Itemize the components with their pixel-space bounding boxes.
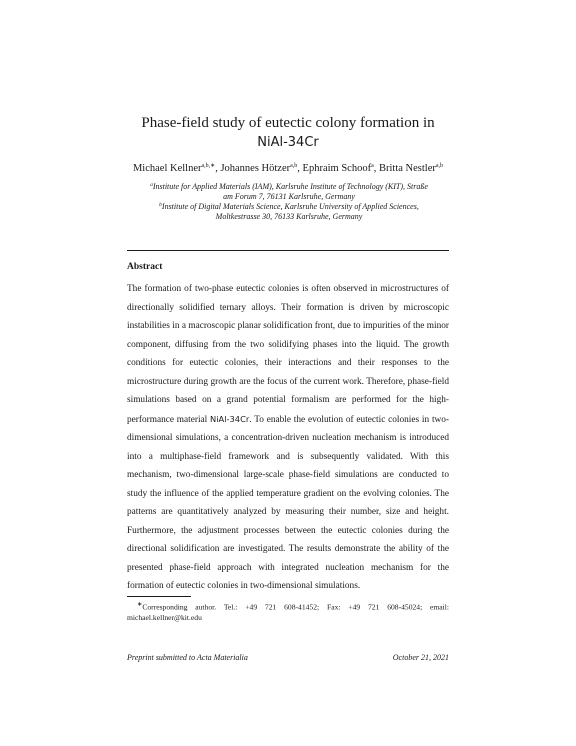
affiliation-a (128, 182, 450, 202)
abstract-text: . To enable the evolution of eutectic colonies in two-dimensional simulations, a concentration-driven nucleation mechanism is introduced into a multiphase-field framework and is subsequently validated. With this mechanism, two-dimensional large-scale phase-field simulations are conducted to study the influence of the applied temperature gradient on the evolving colonies. The patterns are quantitatively analyzed by measuring their number, size and height. Furthermore, the adjustment processes between the eutectic colonies during the directional solidification are investigated. The results demonstrate the ability of the presented phase-field approach with integrated nucleation mechanism for the formation of eutectic colonies in two-dimensional simulations. (127, 414, 450, 591)
paper-title (60, 114, 516, 152)
abstract-heading: Abstract (127, 262, 163, 272)
affiliation-mark: b (159, 202, 162, 208)
author-affiliation-mark: a,b (435, 163, 444, 169)
footnote-rule (127, 596, 191, 597)
author-name: Johannes Hötzer (220, 163, 291, 174)
title-line-1: Phase-field study of eutectic colony formation in (141, 115, 435, 131)
author-affiliation-mark: a (371, 163, 374, 169)
footnote-text: Corresponding author. Tel.: +49 721 608-41452; Fax: +49 721 608-45024; email: michael.kellner@kit.edu (127, 602, 449, 623)
author-name: Michael Kellner (132, 163, 202, 174)
footnote-mark: ∗ (137, 601, 143, 608)
author-name: Britta Nestler (379, 163, 436, 174)
author-affiliation-mark: a,b (290, 163, 298, 169)
affiliation-line: Institute for Applied Materials (IAM), Karlsruhe Institute of Technology (KIT), Straße (152, 182, 428, 191)
affiliation-line: am Forum 7, 76131 Karlsruhe, Germany (223, 192, 355, 201)
affiliation-line: Institute of Digital Materials Science, Karlsruhe University of Applied Sciences, (161, 202, 419, 211)
preprint-notice: Preprint submitted to Acta Materialia (127, 653, 248, 662)
abstract-top-rule (127, 250, 449, 251)
affiliation-b (128, 202, 450, 222)
author-affiliation-mark: a,b,∗ (201, 163, 216, 169)
abstract-text: The formation of two-phase eutectic colonies is often observed in microstructures of directionally solidified ternary alloys. Their formation is driven by microscopic instabilities in a macroscopic planar solidification front, due to impurities of the minor component, diffusing from the two solidifying phases into the liquid. The growth conditions for eutectic colonies, their interactions and their responses to the microstructure during growth are the focus of the current work. Therefore, phase-field simulations based on a grand potential formalism are performed for the high-performance material (127, 284, 449, 425)
affiliation-mark: a (150, 182, 153, 188)
title-line-2: NiAl-34Cr (257, 135, 319, 150)
preprint-date: October 21, 2021 (392, 653, 449, 662)
abstract-body (127, 280, 449, 596)
alloy-name: NiAl-34Cr (210, 413, 250, 424)
author-list: Michael Kellner$^{a,b,∗}$, Johannes Hötzer$^{a,b}$, Ephraim Schoof$^a$, Britta Nestler$^{a,b}$ (132, 163, 444, 174)
affiliation-line: Moltkestrasse 30, 76133 Karlsruhe, Germany (215, 212, 363, 221)
author-name: Ephraim Schoof (302, 163, 372, 174)
footnote (127, 600, 449, 624)
